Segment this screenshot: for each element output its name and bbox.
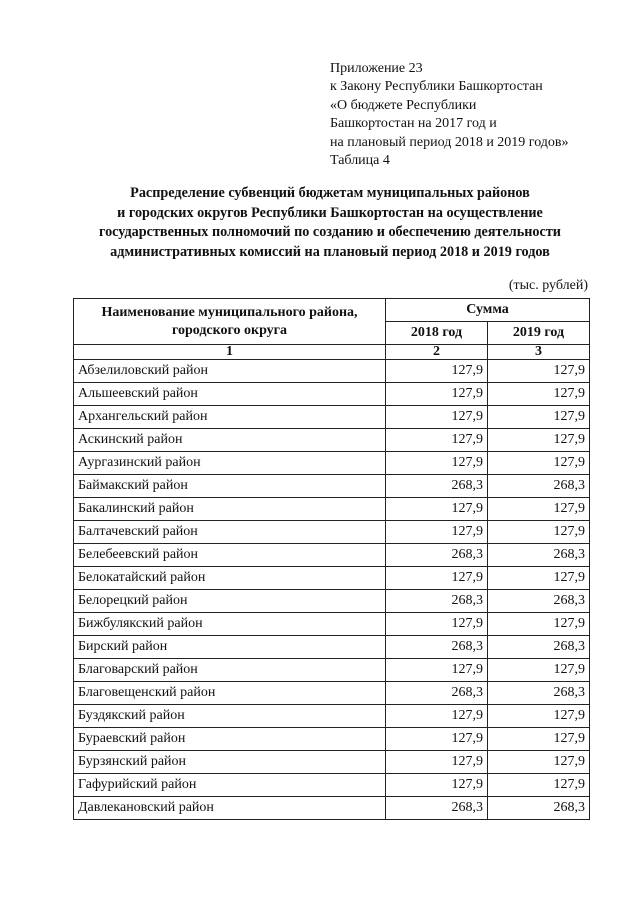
- amount-2019-cell: 127,9: [488, 705, 590, 728]
- amount-2018-cell: 127,9: [386, 774, 488, 797]
- appendix-line: «О бюджете Республики: [330, 97, 477, 113]
- appendix-line: Башкортостан на 2017 год и: [330, 116, 497, 132]
- district-name-cell: Гафурийский район: [74, 774, 386, 797]
- district-name-cell: Балтачевский район: [74, 521, 386, 544]
- amount-2018-cell: 268,3: [386, 475, 488, 498]
- amount-2018-cell: 268,3: [386, 590, 488, 613]
- district-name-cell: Бурзянский район: [74, 751, 386, 774]
- column-number: 3: [488, 345, 590, 360]
- district-name-cell: Бижбулякский район: [74, 613, 386, 636]
- table-row: [74, 567, 590, 590]
- unit-note: (тыс. рублей): [508, 278, 588, 293]
- title-line: Распределение субвенций бюджетам муниципальных районов: [130, 185, 530, 201]
- district-name-cell: Альшеевский район: [74, 383, 386, 406]
- appendix-line: Приложение 23: [330, 61, 423, 76]
- title-line: административных комиссий на плановый период 2018 и 2019 годов: [110, 243, 550, 260]
- amount-2018-cell: 127,9: [386, 613, 488, 636]
- district-name-cell: Буздякский район: [74, 705, 386, 728]
- amount-2018-cell: 127,9: [386, 360, 488, 383]
- amount-2018-cell: 268,3: [386, 682, 488, 705]
- table-row: [74, 521, 590, 544]
- amount-2018-cell: 127,9: [386, 705, 488, 728]
- amount-2019-cell: 268,3: [488, 544, 590, 567]
- table-row: [74, 383, 590, 406]
- district-name-cell: Архангельский район: [74, 406, 386, 429]
- district-name-cell: Бирский район: [74, 636, 386, 659]
- table-row: [74, 498, 590, 521]
- district-name-cell: Баймакский район: [74, 475, 386, 498]
- amount-2018-cell: 127,9: [386, 751, 488, 774]
- year-2019-header: 2019 год: [488, 322, 590, 345]
- sum-column-header: Сумма: [386, 299, 590, 322]
- amount-2019-cell: 268,3: [488, 682, 590, 705]
- table-row: [74, 590, 590, 613]
- amount-2019-cell: 127,9: [488, 429, 590, 452]
- amount-2018-cell: 127,9: [386, 567, 488, 590]
- title-line: и городских округов Республики Башкортостан на осуществление: [117, 204, 543, 221]
- amount-2018-cell: 268,3: [386, 636, 488, 659]
- amount-2019-cell: 127,9: [488, 360, 590, 383]
- document-title: [60, 184, 600, 262]
- amount-2019-cell: 127,9: [488, 751, 590, 774]
- district-name-cell: Белебеевский район: [74, 544, 386, 567]
- year-2018-header: 2018 год: [386, 322, 488, 345]
- table-row: [74, 797, 590, 820]
- table-row: [74, 452, 590, 475]
- amount-2018-cell: 127,9: [386, 659, 488, 682]
- amount-2019-cell: 127,9: [488, 567, 590, 590]
- amount-2019-cell: 127,9: [488, 659, 590, 682]
- amount-2019-cell: 127,9: [488, 452, 590, 475]
- amount-2019-cell: 268,3: [488, 590, 590, 613]
- table-row: [74, 751, 590, 774]
- amount-2019-cell: 268,3: [488, 636, 590, 659]
- table-row: [74, 429, 590, 452]
- district-name-cell: Аургазинский район: [74, 452, 386, 475]
- name-column-header: [74, 299, 386, 345]
- name-header-line: городского округа: [171, 322, 288, 338]
- amount-2019-cell: 127,9: [488, 406, 590, 429]
- amount-2018-cell: 127,9: [386, 521, 488, 544]
- table-row: [74, 728, 590, 751]
- table-row: [74, 613, 590, 636]
- appendix-line: на плановый период 2018 и 2019 годов»: [330, 134, 569, 150]
- district-name-cell: Благовещенский район: [74, 682, 386, 705]
- appendix-line: к Закону Республики Башкортостан: [330, 79, 543, 95]
- table-number: Таблица 4: [330, 153, 390, 169]
- column-number: 2: [386, 345, 488, 360]
- table-row: [74, 406, 590, 429]
- appendix-reference: [330, 60, 569, 170]
- amount-2019-cell: 127,9: [488, 521, 590, 544]
- district-name-cell: Абзелиловский район: [74, 360, 386, 383]
- district-name-cell: Бакалинский район: [74, 498, 386, 521]
- amount-2019-cell: 268,3: [488, 797, 590, 820]
- amount-2019-cell: 127,9: [488, 728, 590, 751]
- table-row: [74, 682, 590, 705]
- amount-2019-cell: 127,9: [488, 498, 590, 521]
- table-row: [74, 360, 590, 383]
- table-row: [74, 659, 590, 682]
- district-name-cell: Бураевский район: [74, 728, 386, 751]
- amount-2019-cell: 127,9: [488, 383, 590, 406]
- table-row: [74, 475, 590, 498]
- amount-2018-cell: 127,9: [386, 728, 488, 751]
- column-number: 1: [74, 345, 386, 360]
- amount-2018-cell: 127,9: [386, 406, 488, 429]
- district-name-cell: Аскинский район: [74, 429, 386, 452]
- district-name-cell: Благоварский район: [74, 659, 386, 682]
- table-row: [74, 705, 590, 728]
- column-number-row: [74, 345, 590, 360]
- table-body: [74, 345, 590, 820]
- amount-2019-cell: 127,9: [488, 774, 590, 797]
- amount-2018-cell: 127,9: [386, 429, 488, 452]
- amount-2018-cell: 127,9: [386, 383, 488, 406]
- table-row: [74, 544, 590, 567]
- amount-2018-cell: 268,3: [386, 797, 488, 820]
- table-row: [74, 774, 590, 797]
- amount-2018-cell: 127,9: [386, 498, 488, 521]
- name-header-line: Наименование муниципального района,: [101, 304, 358, 320]
- amount-2019-cell: 268,3: [488, 475, 590, 498]
- amount-2018-cell: 127,9: [386, 452, 488, 475]
- district-name-cell: Белорецкий район: [74, 590, 386, 613]
- amount-2019-cell: 127,9: [488, 613, 590, 636]
- district-name-cell: Давлекановский район: [74, 797, 386, 820]
- amount-2018-cell: 268,3: [386, 544, 488, 567]
- table-row: [74, 636, 590, 659]
- subsidy-table: [73, 298, 590, 820]
- district-name-cell: Белокатайский район: [74, 567, 386, 590]
- title-line: государственных полномочий по созданию и обеспечению деятельности: [99, 224, 561, 240]
